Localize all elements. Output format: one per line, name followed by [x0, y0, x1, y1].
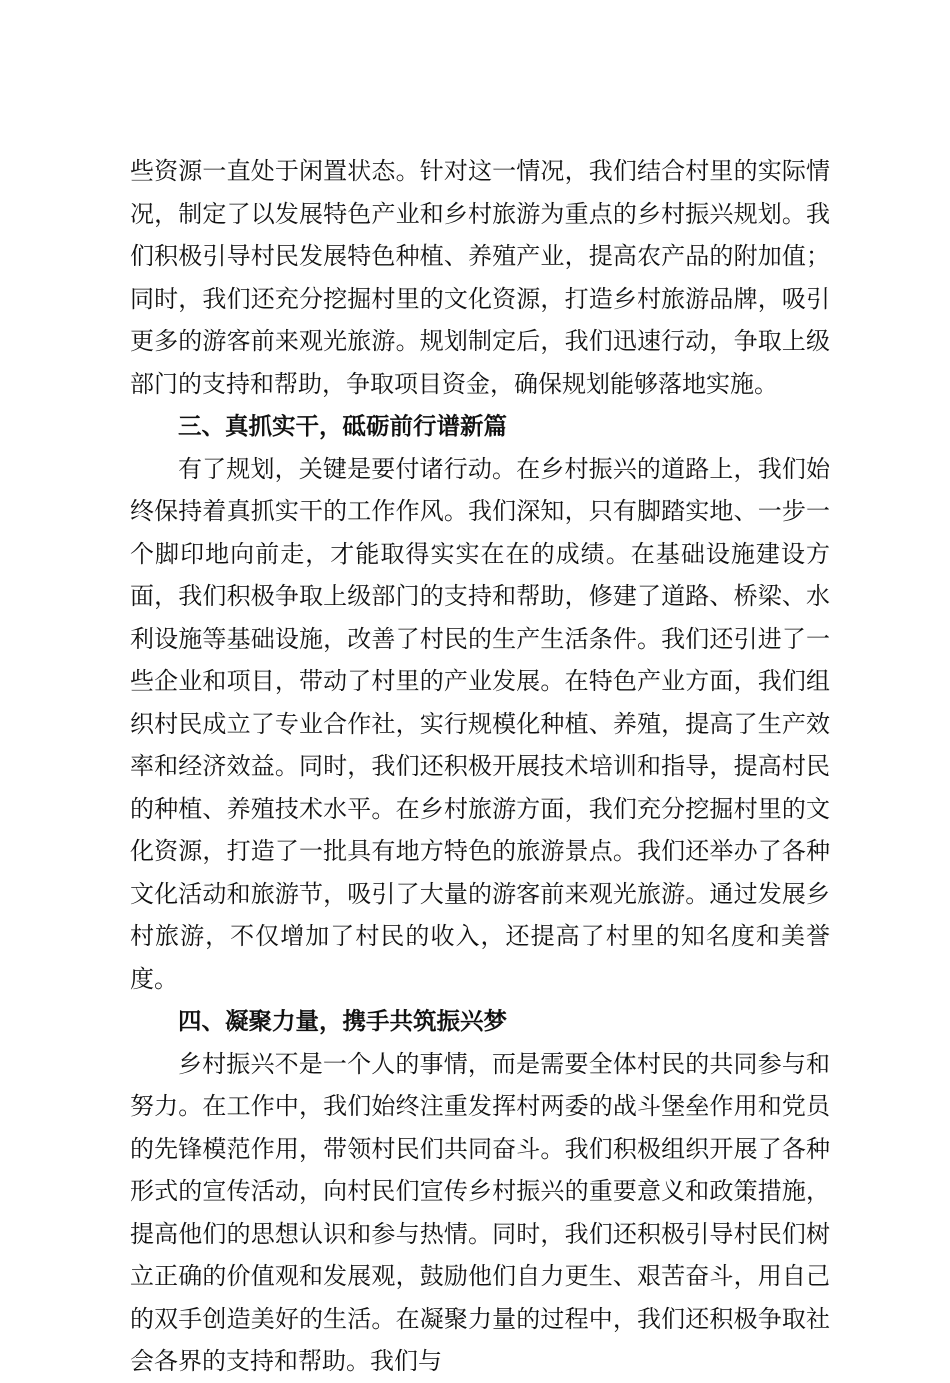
paragraph-section-4: 乡村振兴不是一个人的事情，而是需要全体村民的共同参与和努力。在工作中，我们始终注重发挥村两委的战斗堡垒作用和党员的先锋模范作用，带领村民们共同奋斗。我们积极组织开展了各种形式的宣传活动，向村民们宣传乡村振兴的重要意义和政策措施，提高他们的思想认识和参与热情。同时，我们还积极引导村民们树立正确的价值观和发展观，鼓励他们自力更生、艰苦奋斗，用自己的双手创造美好的生活。在凝聚力量的过程中，我们还积极争取社会各界的支持和帮助。我们与: [130, 1049, 830, 1375]
paragraph-section-3: 有了规划，关键是要付诸行动。在乡村振兴的道路上，我们始终保持着真抓实干的工作作风。我们深知，只有脚踏实地、一步一个脚印地向前走，才能取得实实在在的成绩。在基础设施建设方面，我们积极争取上级部门的支持和帮助，修建了道路、桥梁、水利设施等基础设施，改善了村民的生产生活条件。我们还引进了一些企业和项目，带动了村里的产业发展。在特色产业方面，我们组织村民成立了专业合作社，实行规模化种植、养殖，提高了生产效率和经济效益。同时，我们还积极开展技术培训和指导，提高村民的种植、养殖技术水平。在乡村旅游方面，我们充分挖掘村里的文化资源，打造了一批具有地方特色的旅游景点。我们还举办了各种文化活动和旅游节，吸引了大量的游客前来观光旅游。通过发展乡村旅游，不仅增加了村民的收入，还提高了村里的知名度和美誉度。: [130, 454, 830, 993]
paragraph-continuation: 些资源一直处于闲置状态。针对这一情况，我们结合村里的实际情况，制定了以发展特色产业和乡村旅游为重点的乡村振兴规划。我们积极引导村民发展特色种植、养殖产业，提高农产品的附加值；同时，我们还充分挖掘村里的文化资源，打造乡村旅游品牌，吸引更多的游客前来观光旅游。规划制定后，我们迅速行动，争取上级部门的支持和帮助，争取项目资金，确保规划能够落地实施。: [130, 157, 830, 398]
section-heading-3: 三、真抓实干，砥砺前行谱新篇: [178, 412, 507, 440]
document-body: [130, 150, 830, 1383]
section-heading-4: 四、凝聚力量，携手共筑振兴梦: [178, 1007, 507, 1035]
